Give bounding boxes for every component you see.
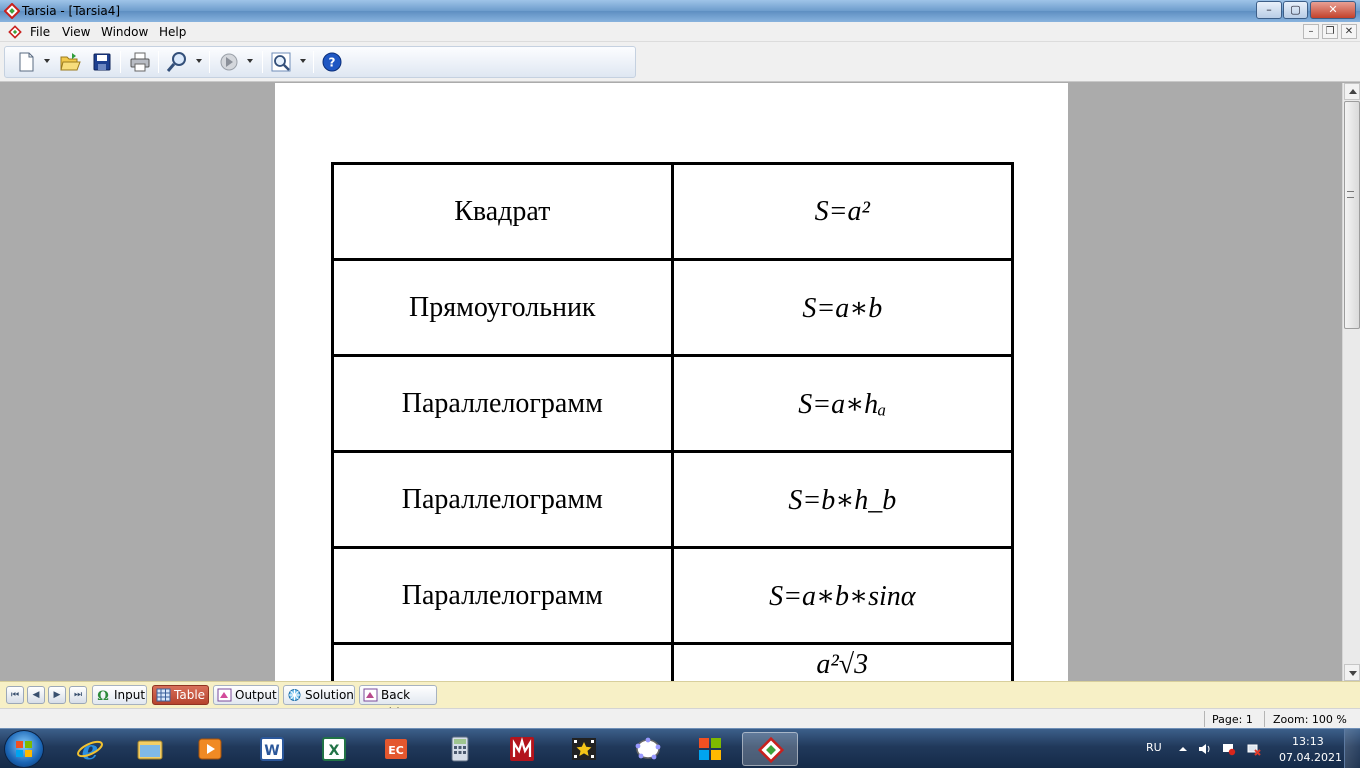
menu-help[interactable]: Help — [159, 25, 187, 39]
svg-text:X: X — [328, 743, 340, 759]
document-page — [275, 83, 1068, 681]
document-window-icon[interactable] — [8, 25, 22, 39]
status-divider — [1264, 711, 1265, 727]
zoom-icon[interactable] — [166, 51, 188, 73]
card-term-cell[interactable]: Квадрат — [333, 164, 673, 260]
scroll-thumb[interactable] — [1344, 101, 1360, 329]
document-minimize-button[interactable]: – — [1303, 24, 1319, 39]
menu-bar — [0, 22, 1360, 42]
tab-output-label: Output — [235, 688, 277, 702]
card-term-cell[interactable]: Прямоугольник — [333, 260, 673, 356]
preview-dropdown-arrow-icon[interactable] — [300, 59, 306, 63]
document-workspace[interactable] — [0, 83, 1342, 681]
svg-text:W: W — [264, 743, 280, 759]
clock-time[interactable]: 13:13 — [1292, 735, 1324, 748]
status-divider — [1204, 711, 1205, 727]
tarsia-app-icon — [4, 3, 20, 19]
excel-icon — [320, 735, 348, 763]
tarsia-icon — [757, 736, 785, 764]
show-desktop-button[interactable] — [1344, 729, 1360, 768]
new-icon[interactable] — [15, 51, 37, 73]
card-formula-cell[interactable]: S=a² — [672, 164, 1012, 260]
card-row — [333, 548, 1013, 644]
svg-text:?: ? — [328, 55, 336, 70]
file-explorer-icon — [136, 735, 164, 763]
solution-icon — [287, 688, 302, 702]
windows-flag-icon — [16, 741, 32, 757]
toolbar-separator — [313, 51, 314, 73]
preview-icon[interactable] — [270, 51, 292, 73]
card-row — [333, 356, 1013, 452]
taskbar-media-player[interactable] — [182, 732, 238, 766]
tab-back-side[interactable] — [359, 685, 437, 705]
clock-date[interactable]: 07.04.2021 — [1279, 751, 1342, 764]
scroll-thumb-grip-icon — [1347, 191, 1354, 198]
taskbar-geogebra[interactable] — [620, 732, 676, 766]
status-page: Page: 1 — [1212, 713, 1253, 726]
taskbar — [0, 728, 1360, 768]
table-icon — [156, 688, 171, 702]
internet-explorer-icon — [76, 735, 104, 763]
card-term-cell[interactable]: Параллелограмм — [333, 548, 673, 644]
svg-text:EC: EC — [388, 744, 404, 757]
save-icon[interactable] — [91, 51, 113, 73]
document-restore-button[interactable]: ❐ — [1322, 24, 1338, 39]
taskbar-pdf-master[interactable] — [494, 732, 550, 766]
tab-input[interactable] — [92, 685, 147, 705]
card-term-cell[interactable] — [333, 644, 673, 682]
tray-expand-icon[interactable] — [1176, 742, 1190, 756]
card-row — [333, 452, 1013, 548]
taskbar-movie-maker[interactable] — [556, 732, 612, 766]
view-tab-bar — [0, 681, 1360, 708]
title-bar — [0, 0, 1360, 22]
menu-file[interactable]: File — [30, 25, 51, 39]
tray-language[interactable]: RU — [1146, 741, 1162, 754]
close-button[interactable]: ✕ — [1310, 1, 1356, 19]
calculator-icon — [446, 735, 474, 763]
taskbar-cue-app[interactable] — [368, 732, 424, 766]
minimize-button[interactable]: – — [1256, 1, 1282, 19]
window-title: Tarsia - [Tarsia4] — [22, 4, 121, 18]
card-formula-cell[interactable]: a²√3 — [672, 644, 1012, 682]
menu-window[interactable]: Window — [101, 25, 149, 39]
vertical-scrollbar[interactable] — [1342, 83, 1360, 681]
card-formula-cell[interactable]: S=a∗b∗sinα — [672, 548, 1012, 644]
cue-app-icon — [382, 735, 410, 763]
back-side-icon — [363, 688, 378, 702]
tab-back-side-label: Back — [381, 688, 411, 702]
tab-table-label: Table — [174, 688, 206, 702]
input-icon — [96, 688, 111, 702]
taskbar-excel[interactable] — [306, 732, 362, 766]
network-icon[interactable] — [1247, 742, 1261, 756]
maximize-button[interactable]: ▢ — [1283, 1, 1308, 19]
media-player-icon — [196, 735, 224, 763]
new-dropdown-arrow-icon[interactable] — [44, 59, 50, 63]
card-row — [333, 644, 1013, 682]
pdf-master-icon — [508, 735, 536, 763]
taskbar-internet-explorer[interactable] — [62, 732, 118, 766]
card-table — [331, 162, 1014, 681]
start-button[interactable] — [4, 730, 44, 768]
svg-text:e: e — [81, 736, 99, 763]
tab-output[interactable] — [213, 685, 279, 705]
open-icon[interactable] — [59, 51, 81, 73]
card-formula-cell[interactable]: S=a∗hₐ — [672, 356, 1012, 452]
card-row — [333, 164, 1013, 260]
taskbar-calculator[interactable] — [432, 732, 488, 766]
card-term-cell[interactable]: Параллелограмм — [333, 356, 673, 452]
document-close-button[interactable]: ✕ — [1341, 24, 1357, 39]
card-formula-cell[interactable]: S=a∗b — [672, 260, 1012, 356]
last-page-button[interactable]: ⏭ — [69, 686, 87, 704]
scroll-down-button[interactable] — [1344, 664, 1360, 681]
toolbar-separator — [120, 51, 121, 73]
tab-input-label: Input — [114, 688, 146, 702]
card-formula-cell[interactable]: S=b∗h_b — [672, 452, 1012, 548]
windows-logo-app-icon — [696, 735, 724, 763]
word-icon — [258, 735, 286, 763]
first-page-button[interactable]: ⏮ — [6, 686, 24, 704]
output-icon — [217, 688, 232, 702]
menu-view[interactable]: View — [62, 25, 91, 39]
help-icon[interactable] — [321, 51, 343, 73]
card-row — [333, 260, 1013, 356]
zoom-dropdown-arrow-icon[interactable] — [196, 59, 202, 63]
scroll-up-button[interactable] — [1344, 83, 1360, 100]
volume-icon[interactable] — [1198, 742, 1212, 756]
card-term-cell[interactable]: Параллелограмм — [333, 452, 673, 548]
taskbar-windows-logo-app[interactable] — [682, 732, 738, 766]
tab-table[interactable] — [152, 685, 209, 705]
print-icon[interactable] — [129, 51, 151, 73]
toolbar-separator — [262, 51, 263, 73]
navigate-dropdown-arrow-icon[interactable] — [247, 59, 253, 63]
toolbar — [0, 42, 1360, 82]
action-center-icon[interactable] — [1222, 742, 1236, 756]
taskbar-tarsia[interactable] — [742, 732, 798, 766]
geogebra-icon — [634, 735, 662, 763]
tab-solution[interactable] — [283, 685, 355, 705]
status-zoom: Zoom: 100 % — [1273, 713, 1347, 726]
taskbar-file-explorer[interactable] — [122, 732, 178, 766]
status-bar — [0, 708, 1360, 728]
previous-page-button[interactable]: ◀ — [27, 686, 45, 704]
movie-maker-icon — [570, 735, 598, 763]
toolbar-separator — [209, 51, 210, 73]
next-page-button[interactable]: ▶ — [48, 686, 66, 704]
navigate-icon[interactable] — [218, 51, 240, 73]
svg-text:Ω: Ω — [97, 689, 109, 702]
tab-solution-label: Solution — [305, 688, 354, 702]
toolbar-separator — [158, 51, 159, 73]
taskbar-word[interactable] — [244, 732, 300, 766]
